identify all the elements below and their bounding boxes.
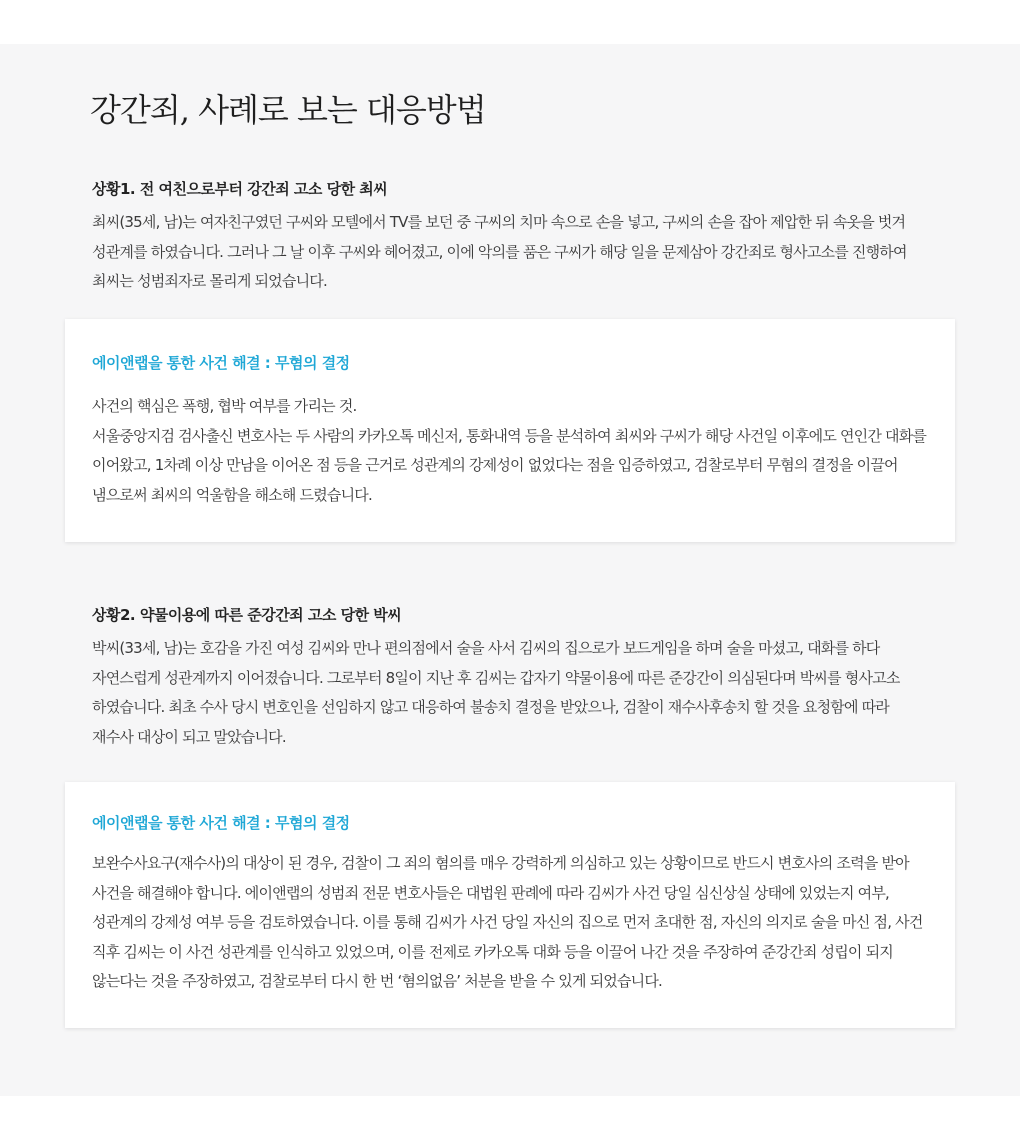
case-1-resolution-body bbox=[92, 392, 932, 510]
case-2-description: 박씨(33세, 남)는 호감을 가진 여성 김씨와 만나 편의점에서 술을 사서 김씨의 집으로가 보드게임을 하며 술을 마셨고, 대화를 하다 자연스럽게 성관계까지 이어졌습니다. 그로부터 8일이 지난 후 김씨는 갑자기 약물이용에 따른 준강간이 의심된다며 박씨를 형사고소 하였습니다. 최초 수사 당시 변호인을 선임하지 않고 대응하여 불송치 결정을 받았으나, 검찰이 재수사후송치 할 것을 요청함에 따라 재수사 대상이 되고 말았습니다. bbox=[92, 639, 900, 746]
case-1-resolution-title: 에이앤랩을 통한 사건 해결 : 무혐의 결정 bbox=[92, 354, 350, 372]
case-1-resolution-card bbox=[65, 319, 955, 542]
case-1-description: 최씨(35세, 남)는 여자친구였던 구씨와 모텔에서 TV를 보던 중 구씨의 치마 속으로 손을 넣고, 구씨의 손을 잡아 제압한 뒤 속옷을 벗겨 성관계를 하였습니다. 그러나 그 날 이후 구씨와 헤어졌고, 이에 악의를 품은 구씨가 해당 일을 문제삼아 강간죄로 형사고소를 진행하여 최씨는 성범죄자로 몰리게 되었습니다. bbox=[92, 213, 907, 290]
case-2-resolution-card bbox=[65, 782, 955, 1028]
page-title: 강간죄, 사례로 보는 대응방법 bbox=[90, 91, 486, 129]
case-2-resolution-paragraph: 보완수사요구(재수사)의 대상이 된 경우, 검찰이 그 죄의 혐의를 매우 강력하게 의심하고 있는 상황이므로 반드시 변호사의 조력을 받아 사건을 해결해야 합니다. 에이앤랩의 성범죄 전문 변호사들은 대법원 판례에 따라 김씨가 사건 당일 심신상실 상태에 있었는지 여부, 성관계의 강제성 여부 등을 검토하였습니다. 이를 통해 김씨가 사건 당일 자신의 집으로 먼저 초대한 점, 자신의 의지로 술을 마신 점, 사건 직후 김씨는 이 사건 성관계를 인식하고 있었으며, 이를 전제로 카카오톡 대화 등을 이끌어 나간 것을 주장하여 준강간죄 성립이 되지 않는다는 것을 주장하였고, 검찰로부터 다시 한 번 ‘혐의없음’ 처분을 받을 수 있게 되었습니다. bbox=[92, 854, 923, 990]
case-2-resolution-body bbox=[92, 849, 932, 997]
case-1-heading: 상황1. 전 여친으로부터 강간죄 고소 당한 최씨 bbox=[92, 180, 388, 198]
case-1-resolution-paragraph: 서울중앙지검 검사출신 변호사는 두 사람의 카카오톡 메신저, 통화내역 등을 분석하여 최씨와 구씨가 해당 사건일 이후에도 연인간 대화를 이어왔고, 1차례 이상 만남을 이어온 점 등을 근거로 성관계의 강제성이 없었다는 점을 입증하였고, 검찰로부터 무혐의 결정을 이끌어 냄으로써 최씨의 억울함을 해소해 드렸습니다. bbox=[92, 426, 927, 504]
case-2-resolution-title: 에이앤랩을 통한 사건 해결 : 무혐의 결정 bbox=[92, 814, 350, 832]
case-1-resolution-paragraph: 사건의 핵심은 폭행, 협박 여부를 가리는 것. bbox=[92, 397, 357, 415]
case-2-heading: 상황2. 약물이용에 따른 준강간죄 고소 당한 박씨 bbox=[92, 606, 402, 624]
